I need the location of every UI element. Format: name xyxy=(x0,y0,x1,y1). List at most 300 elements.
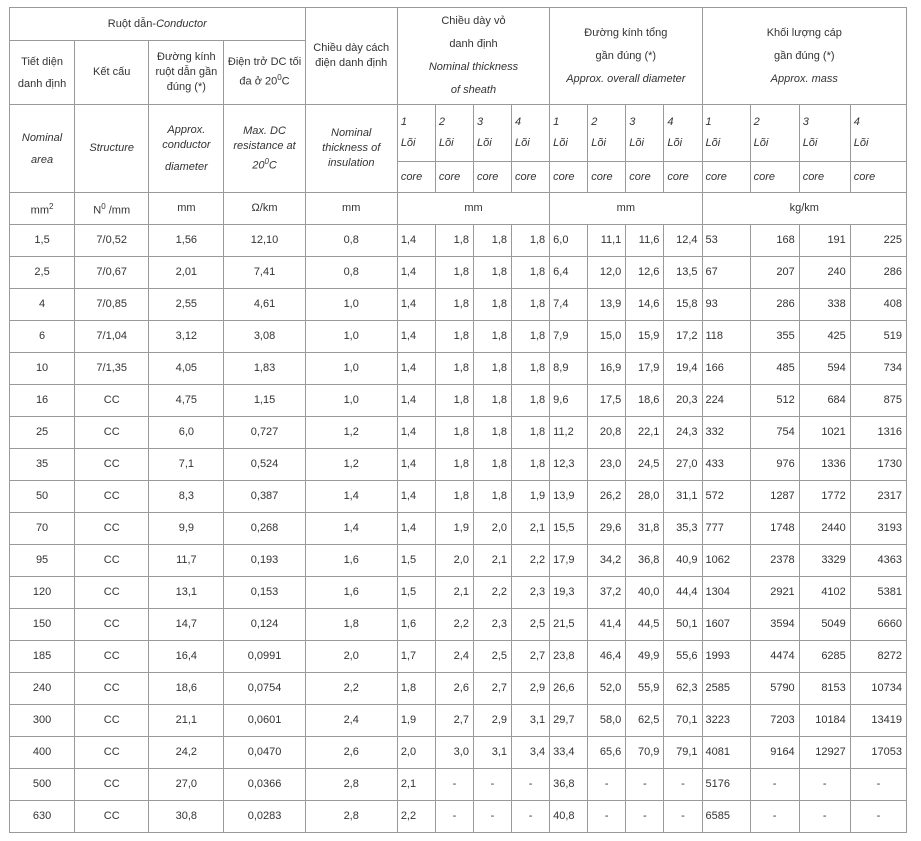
cell-resistance: 0,268 xyxy=(224,513,305,545)
unit-sheath: mm xyxy=(397,193,549,225)
cell-resistance: 0,0283 xyxy=(224,801,305,833)
cell-sheath: 2,2 xyxy=(473,577,511,609)
cell-diameter: 35,3 xyxy=(664,513,702,545)
cell-diameter: 17,2 xyxy=(664,321,702,353)
cell-insulation: 2,4 xyxy=(305,705,397,737)
cell-structure: CC xyxy=(75,545,149,577)
cell-insulation: 2,6 xyxy=(305,737,397,769)
cell-sheath: 1,9 xyxy=(435,513,473,545)
cell-sheath: 1,4 xyxy=(397,257,435,289)
cell-sheath: 1,4 xyxy=(397,513,435,545)
cell-sheath: 1,4 xyxy=(397,449,435,481)
cell-sheath: 1,8 xyxy=(473,449,511,481)
cell-diameter: 40,0 xyxy=(626,577,664,609)
cell-sheath: 2,0 xyxy=(473,513,511,545)
cell-diameter: 23,8 xyxy=(550,641,588,673)
cell-insulation: 2,2 xyxy=(305,673,397,705)
cell-sheath: 1,8 xyxy=(512,257,550,289)
cell-insulation: 0,8 xyxy=(305,225,397,257)
core-count-header: 3 Lõi xyxy=(626,105,664,162)
table-row xyxy=(10,417,907,449)
cell-mass: 512 xyxy=(750,385,799,417)
cell-diameter: 36,8 xyxy=(626,545,664,577)
cell-sheath: 2,0 xyxy=(397,737,435,769)
cell-diameter: 15,5 xyxy=(550,513,588,545)
cell-diameter: 7,4 xyxy=(550,289,588,321)
cell-mass: 1021 xyxy=(799,417,850,449)
structure-header-en: Structure xyxy=(75,105,149,193)
table-row xyxy=(10,321,907,353)
cell-area: 400 xyxy=(10,737,75,769)
cell-sheath: 2,2 xyxy=(435,609,473,641)
cell-sheath: 2,2 xyxy=(397,801,435,833)
cell-diameter: 31,8 xyxy=(626,513,664,545)
cell-resistance: 1,83 xyxy=(224,353,305,385)
unit-resistance: Ω/km xyxy=(224,193,305,225)
cell-structure: CC xyxy=(75,705,149,737)
cell-resistance: 0,0991 xyxy=(224,641,305,673)
cell-insulation: 2,0 xyxy=(305,641,397,673)
table-row xyxy=(10,225,907,257)
cell-sheath: 1,5 xyxy=(397,545,435,577)
table-header xyxy=(10,8,907,225)
cell-sheath: 2,1 xyxy=(512,513,550,545)
table-row xyxy=(10,801,907,833)
cell-mass: 1287 xyxy=(750,481,799,513)
cell-resistance: 0,153 xyxy=(224,577,305,609)
conductor-group-header: Ruột dẫn-Conductor xyxy=(10,8,306,41)
cell-conductor-diameter: 11,7 xyxy=(149,545,224,577)
cell-conductor-diameter: 24,2 xyxy=(149,737,224,769)
cell-mass: 7203 xyxy=(750,705,799,737)
cell-area: 10 xyxy=(10,353,75,385)
table-row xyxy=(10,289,907,321)
cell-diameter: 17,9 xyxy=(550,545,588,577)
cell-diameter: - xyxy=(626,801,664,833)
cell-mass: 191 xyxy=(799,225,850,257)
cell-mass: 1730 xyxy=(850,449,906,481)
cell-conductor-diameter: 13,1 xyxy=(149,577,224,609)
cell-sheath: 2,2 xyxy=(512,545,550,577)
cell-sheath: 2,1 xyxy=(473,545,511,577)
core-label: core xyxy=(435,162,473,193)
cell-diameter: 17,9 xyxy=(626,353,664,385)
cell-conductor-diameter: 4,05 xyxy=(149,353,224,385)
cell-resistance: 12,10 xyxy=(224,225,305,257)
cell-sheath: 1,8 xyxy=(473,417,511,449)
cell-resistance: 0,124 xyxy=(224,609,305,641)
cell-diameter: 12,6 xyxy=(626,257,664,289)
cell-diameter: 55,6 xyxy=(664,641,702,673)
cell-diameter: 15,0 xyxy=(588,321,626,353)
cell-sheath: - xyxy=(473,801,511,833)
cell-structure: CC xyxy=(75,417,149,449)
cell-area: 70 xyxy=(10,513,75,545)
cell-sheath: 2,9 xyxy=(473,705,511,737)
cell-sheath: - xyxy=(473,769,511,801)
cell-sheath: 2,9 xyxy=(512,673,550,705)
cell-insulation: 1,4 xyxy=(305,513,397,545)
cell-sheath: 1,8 xyxy=(435,353,473,385)
cell-sheath: 1,8 xyxy=(435,417,473,449)
cell-mass: 286 xyxy=(750,289,799,321)
cell-mass: 10734 xyxy=(850,673,906,705)
cell-insulation: 1,0 xyxy=(305,385,397,417)
cell-mass: - xyxy=(850,769,906,801)
resistance-header-en: Max. DC resistance at $20^0C$ xyxy=(224,105,305,193)
cell-area: 185 xyxy=(10,641,75,673)
table-row xyxy=(10,449,907,481)
cell-mass: 2921 xyxy=(750,577,799,609)
cell-mass: 572 xyxy=(702,481,750,513)
table-row xyxy=(10,385,907,417)
cell-conductor-diameter: 9,9 xyxy=(149,513,224,545)
cell-mass: 433 xyxy=(702,449,750,481)
table-row xyxy=(10,673,907,705)
cell-insulation: 1,4 xyxy=(305,481,397,513)
cell-area: 16 xyxy=(10,385,75,417)
cell-mass: 1748 xyxy=(750,513,799,545)
cell-sheath: 1,8 xyxy=(473,385,511,417)
cell-diameter: 11,2 xyxy=(550,417,588,449)
cell-sheath: 1,8 xyxy=(512,321,550,353)
cell-sheath: 1,7 xyxy=(397,641,435,673)
cell-mass: 5790 xyxy=(750,673,799,705)
cell-resistance: 0,0754 xyxy=(224,673,305,705)
cell-sheath: 1,8 xyxy=(397,673,435,705)
unit-diameter: mm xyxy=(550,193,702,225)
cell-sheath: 1,8 xyxy=(512,385,550,417)
cell-mass: - xyxy=(799,769,850,801)
cell-mass: 338 xyxy=(799,289,850,321)
cell-sheath: 1,8 xyxy=(435,449,473,481)
cell-resistance: 0,387 xyxy=(224,481,305,513)
cell-insulation: 1,2 xyxy=(305,449,397,481)
cell-structure: CC xyxy=(75,513,149,545)
cell-diameter: 29,7 xyxy=(550,705,588,737)
core-label: core xyxy=(702,162,750,193)
cell-sheath: - xyxy=(512,801,550,833)
cell-diameter: 29,6 xyxy=(588,513,626,545)
core-label: core xyxy=(588,162,626,193)
insulation-header-en: Nominal thickness of insulation xyxy=(305,105,397,193)
cell-diameter: 18,6 xyxy=(626,385,664,417)
cell-mass: 1607 xyxy=(702,609,750,641)
cell-mass: 777 xyxy=(702,513,750,545)
core-label: core xyxy=(799,162,850,193)
cell-insulation: 1,0 xyxy=(305,321,397,353)
cell-sheath: 1,9 xyxy=(397,705,435,737)
cell-structure: 7/1,35 xyxy=(75,353,149,385)
cell-mass: 3594 xyxy=(750,609,799,641)
cell-sheath: 1,4 xyxy=(397,481,435,513)
cell-mass: 224 xyxy=(702,385,750,417)
cell-diameter: 79,1 xyxy=(664,737,702,769)
cell-conductor-diameter: 2,55 xyxy=(149,289,224,321)
cell-area: 50 xyxy=(10,481,75,513)
unit-area: $mm^2$ xyxy=(10,193,75,225)
cell-diameter: - xyxy=(664,769,702,801)
cable-spec-table xyxy=(9,7,907,833)
cell-diameter: 52,0 xyxy=(588,673,626,705)
cell-conductor-diameter: 8,3 xyxy=(149,481,224,513)
cell-sheath: 3,0 xyxy=(435,737,473,769)
cell-sheath: 1,8 xyxy=(473,289,511,321)
cell-conductor-diameter: 7,1 xyxy=(149,449,224,481)
cell-diameter: 34,2 xyxy=(588,545,626,577)
table-row xyxy=(10,705,907,737)
cell-area: 120 xyxy=(10,577,75,609)
table-row xyxy=(10,481,907,513)
cell-diameter: 19,4 xyxy=(664,353,702,385)
cell-mass: 4363 xyxy=(850,545,906,577)
cell-structure: 7/0,85 xyxy=(75,289,149,321)
cell-mass: 3223 xyxy=(702,705,750,737)
cell-mass: 875 xyxy=(850,385,906,417)
cell-sheath: - xyxy=(512,769,550,801)
cell-mass: 8272 xyxy=(850,641,906,673)
cell-structure: 7/0,52 xyxy=(75,225,149,257)
cell-diameter: 24,5 xyxy=(626,449,664,481)
cell-sheath: 1,4 xyxy=(397,353,435,385)
cell-sheath: 1,8 xyxy=(435,257,473,289)
cell-resistance: 7,41 xyxy=(224,257,305,289)
cell-mass: 166 xyxy=(702,353,750,385)
cell-structure: 7/0,67 xyxy=(75,257,149,289)
cell-mass: 976 xyxy=(750,449,799,481)
cell-sheath: 2,1 xyxy=(435,577,473,609)
cell-sheath: 2,3 xyxy=(473,609,511,641)
table-body xyxy=(10,225,907,833)
cell-area: 500 xyxy=(10,769,75,801)
cell-diameter: 16,9 xyxy=(588,353,626,385)
cell-conductor-diameter: 2,01 xyxy=(149,257,224,289)
cell-mass: 9164 xyxy=(750,737,799,769)
cell-insulation: 0,8 xyxy=(305,257,397,289)
cell-sheath: 2,4 xyxy=(435,641,473,673)
cell-diameter: 37,2 xyxy=(588,577,626,609)
core-label: core xyxy=(550,162,588,193)
cell-area: 6 xyxy=(10,321,75,353)
cell-diameter: 12,4 xyxy=(664,225,702,257)
cell-conductor-diameter: 21,1 xyxy=(149,705,224,737)
cell-sheath: 1,8 xyxy=(512,289,550,321)
cell-area: 25 xyxy=(10,417,75,449)
cell-sheath: 1,5 xyxy=(397,577,435,609)
cell-mass: 2440 xyxy=(799,513,850,545)
diameter-group-header: Đường kính tổng gần đúng (*) Approx. overall diameter xyxy=(550,8,702,105)
cell-mass: 240 xyxy=(799,257,850,289)
cell-diameter: 50,1 xyxy=(664,609,702,641)
cell-mass: 118 xyxy=(702,321,750,353)
cell-sheath: 2,5 xyxy=(473,641,511,673)
cell-sheath: - xyxy=(435,801,473,833)
table-row xyxy=(10,769,907,801)
cell-mass: 1993 xyxy=(702,641,750,673)
area-header-en: Nominal area xyxy=(10,105,75,193)
cell-diameter: 49,9 xyxy=(626,641,664,673)
cell-diameter: 11,6 xyxy=(626,225,664,257)
core-count-header: 2 Lõi xyxy=(588,105,626,162)
cell-sheath: 1,8 xyxy=(473,481,511,513)
cell-mass: 4102 xyxy=(799,577,850,609)
cell-mass: 355 xyxy=(750,321,799,353)
area-header-vn: Tiết diện danh định xyxy=(10,41,75,105)
cell-mass: 2317 xyxy=(850,481,906,513)
cell-diameter: 20,8 xyxy=(588,417,626,449)
cell-diameter: 19,3 xyxy=(550,577,588,609)
table-row xyxy=(10,641,907,673)
cell-diameter: 7,9 xyxy=(550,321,588,353)
cell-insulation: 1,0 xyxy=(305,289,397,321)
cell-diameter: 70,1 xyxy=(664,705,702,737)
cell-mass: 8153 xyxy=(799,673,850,705)
cell-structure: CC xyxy=(75,449,149,481)
cell-conductor-diameter: 14,7 xyxy=(149,609,224,641)
cell-resistance: 0,0470 xyxy=(224,737,305,769)
cell-mass: 1336 xyxy=(799,449,850,481)
table-row xyxy=(10,513,907,545)
cell-mass: 1304 xyxy=(702,577,750,609)
cell-mass: 5049 xyxy=(799,609,850,641)
table-row xyxy=(10,545,907,577)
cell-diameter: 46,4 xyxy=(588,641,626,673)
cell-sheath: 2,6 xyxy=(435,673,473,705)
cell-diameter: 62,5 xyxy=(626,705,664,737)
cell-diameter: 31,1 xyxy=(664,481,702,513)
cell-conductor-diameter: 18,6 xyxy=(149,673,224,705)
unit-insulation: mm xyxy=(305,193,397,225)
cell-resistance: 0,0366 xyxy=(224,769,305,801)
cell-area: 35 xyxy=(10,449,75,481)
cell-area: 1,5 xyxy=(10,225,75,257)
cell-diameter: 24,3 xyxy=(664,417,702,449)
cell-insulation: 1,0 xyxy=(305,353,397,385)
cell-diameter: 6,0 xyxy=(550,225,588,257)
conductor-diameter-header-vn: Đường kính ruột dẫn gần đúng (*) xyxy=(149,41,224,105)
cell-diameter: - xyxy=(626,769,664,801)
cell-mass: 93 xyxy=(702,289,750,321)
conductor-diameter-header-en: Approx. conductor diameter xyxy=(149,105,224,193)
cell-sheath: 2,5 xyxy=(512,609,550,641)
table-row xyxy=(10,353,907,385)
cell-diameter: 21,5 xyxy=(550,609,588,641)
cell-structure: CC xyxy=(75,481,149,513)
cell-area: 150 xyxy=(10,609,75,641)
cell-sheath: 1,8 xyxy=(435,385,473,417)
cell-diameter: 12,3 xyxy=(550,449,588,481)
cell-diameter: 27,0 xyxy=(664,449,702,481)
cell-diameter: 15,8 xyxy=(664,289,702,321)
cell-mass: 3329 xyxy=(799,545,850,577)
cell-sheath: 2,7 xyxy=(473,673,511,705)
cell-diameter: 15,9 xyxy=(626,321,664,353)
cell-mass: 519 xyxy=(850,321,906,353)
cell-structure: CC xyxy=(75,673,149,705)
core-label: core xyxy=(397,162,435,193)
cell-diameter: 23,0 xyxy=(588,449,626,481)
cell-sheath: 1,8 xyxy=(512,353,550,385)
cell-structure: 7/1,04 xyxy=(75,321,149,353)
cell-diameter: 26,2 xyxy=(588,481,626,513)
cell-diameter: 58,0 xyxy=(588,705,626,737)
table-row xyxy=(10,577,907,609)
cell-insulation: 1,6 xyxy=(305,577,397,609)
cell-mass: 13419 xyxy=(850,705,906,737)
cell-insulation: 2,8 xyxy=(305,801,397,833)
core-count-header: 4 Lõi xyxy=(850,105,906,162)
core-label: core xyxy=(750,162,799,193)
cell-mass: 485 xyxy=(750,353,799,385)
cell-diameter: 62,3 xyxy=(664,673,702,705)
cell-sheath: 1,6 xyxy=(397,609,435,641)
cell-mass: 6285 xyxy=(799,641,850,673)
cell-mass: 67 xyxy=(702,257,750,289)
cell-diameter: 33,4 xyxy=(550,737,588,769)
cell-mass: 6585 xyxy=(702,801,750,833)
cell-sheath: 1,4 xyxy=(397,289,435,321)
cell-mass: - xyxy=(850,801,906,833)
cell-sheath: 1,4 xyxy=(397,385,435,417)
core-label: core xyxy=(850,162,906,193)
cell-sheath: 3,1 xyxy=(473,737,511,769)
cell-resistance: 0,524 xyxy=(224,449,305,481)
cell-resistance: 4,61 xyxy=(224,289,305,321)
cell-diameter: 8,9 xyxy=(550,353,588,385)
cell-structure: CC xyxy=(75,737,149,769)
cell-insulation: 2,8 xyxy=(305,769,397,801)
cell-conductor-diameter: 6,0 xyxy=(149,417,224,449)
cell-sheath: 1,8 xyxy=(473,257,511,289)
cell-area: 4 xyxy=(10,289,75,321)
cell-diameter: - xyxy=(588,801,626,833)
cell-resistance: 3,08 xyxy=(224,321,305,353)
cell-mass: 2378 xyxy=(750,545,799,577)
table-row xyxy=(10,609,907,641)
cell-mass: 2585 xyxy=(702,673,750,705)
cell-structure: CC xyxy=(75,609,149,641)
cell-area: 240 xyxy=(10,673,75,705)
cell-mass: 12927 xyxy=(799,737,850,769)
core-count-header: 2 Lõi xyxy=(750,105,799,162)
core-count-header: 1 Lõi xyxy=(702,105,750,162)
cell-mass: 168 xyxy=(750,225,799,257)
core-count-header: 1 Lõi xyxy=(550,105,588,162)
cell-conductor-diameter: 3,12 xyxy=(149,321,224,353)
cell-sheath: 1,8 xyxy=(512,417,550,449)
cell-sheath: 1,8 xyxy=(473,321,511,353)
cell-mass: 408 xyxy=(850,289,906,321)
cell-sheath: 2,0 xyxy=(435,545,473,577)
mass-group-header: Khối lượng cáp gần đúng (*) Approx. mass xyxy=(702,8,907,105)
core-count-header: 3 Lõi xyxy=(799,105,850,162)
cell-conductor-diameter: 1,56 xyxy=(149,225,224,257)
cell-sheath: 1,4 xyxy=(397,225,435,257)
cell-resistance: 0,0601 xyxy=(224,705,305,737)
cell-sheath: 1,4 xyxy=(397,321,435,353)
resistance-header-vn: Điện trở DC tối đa ở $20^0C$ xyxy=(224,41,305,105)
cell-resistance: 1,15 xyxy=(224,385,305,417)
cell-mass: 594 xyxy=(799,353,850,385)
cell-structure: CC xyxy=(75,385,149,417)
cell-diameter: 14,6 xyxy=(626,289,664,321)
cell-sheath: 3,4 xyxy=(512,737,550,769)
cell-sheath: 1,8 xyxy=(512,225,550,257)
cell-diameter: 9,6 xyxy=(550,385,588,417)
cell-mass: 332 xyxy=(702,417,750,449)
sheath-group-header: Chiều dày vỏ danh định Nominal thickness of sheath xyxy=(397,8,549,105)
core-count-header: 4 Lõi xyxy=(664,105,702,162)
